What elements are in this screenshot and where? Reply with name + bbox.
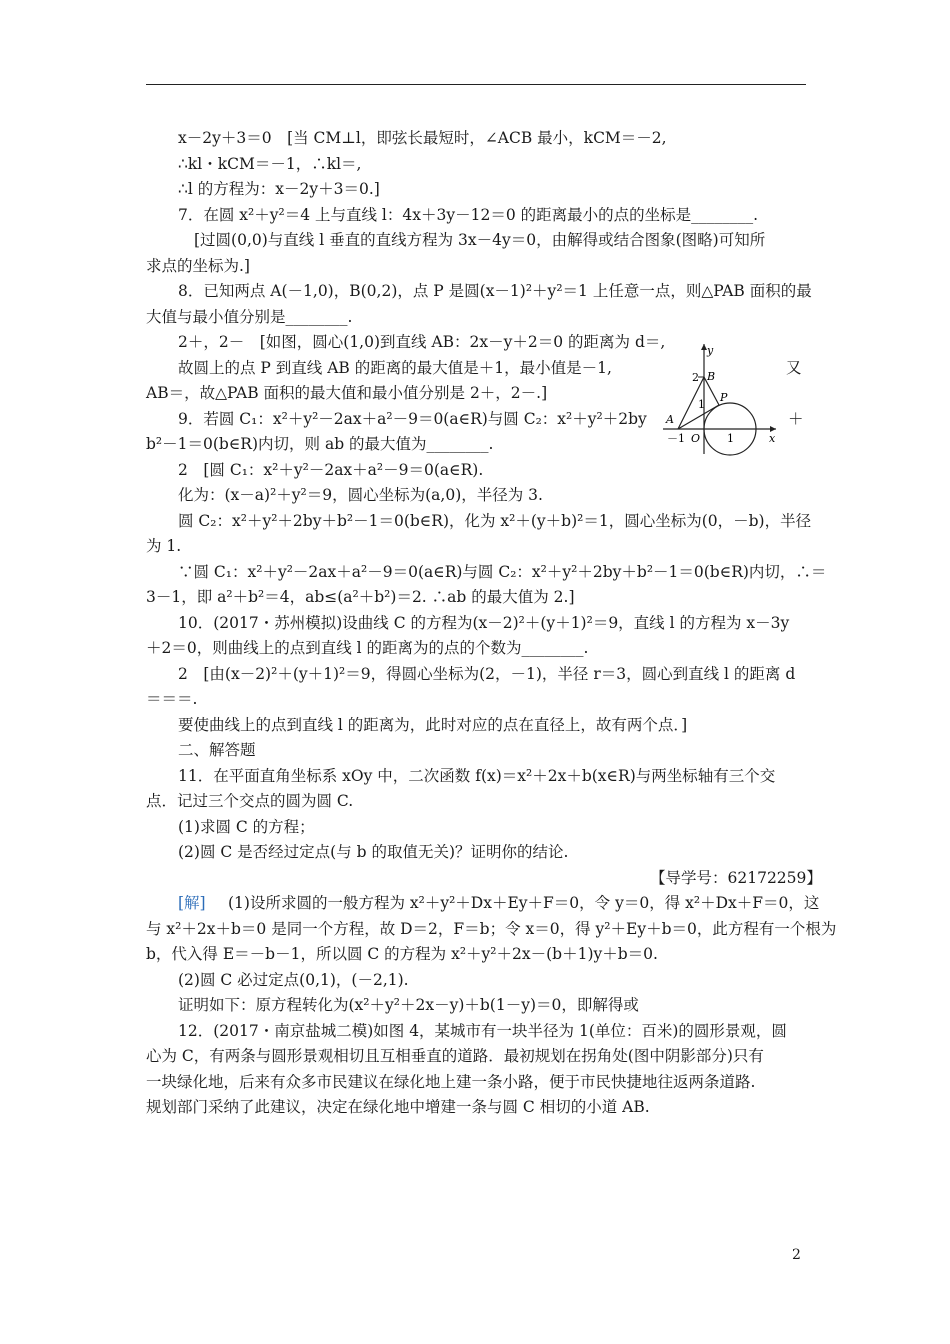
text-line: ∴kl・kCM＝－1，∴kl＝, [178,155,362,173]
text-line: b²－1＝0(b∈R)内切，则 ab 的最大值为________. [146,435,494,453]
label-1-y: 1 [698,398,705,411]
label-y: y [707,344,714,357]
answer-10: 2 [由(x－2)²＋(y＋1)²＝9，得圆心坐标为(2，－1)，半径 r＝3，圆心到直线 l 的距离 d [178,665,796,683]
text-line: ＋ [788,410,804,428]
text-line: 化为：(x－a)²＋y²＝9，圆心坐标为(a,0)，半径为 3. [178,486,543,504]
label-o: O [691,432,701,445]
geometry-figure [658,338,780,456]
question-10: 10．(2017・苏州模拟)设曲线 C 的方程为(x－2)²＋(y＋1)²＝9，直线 l 的方程为 x－3y [178,614,790,632]
label-1-x: 1 [727,432,734,445]
header-rule [146,84,806,85]
text-line: 故圆上的点 P 到直线 AB 的距离的最大值是＋1，最小值是－1, [178,359,612,377]
question-12: 12．(2017・南京盐城二模)如图 4，某城市有一块半径为 1(单位：百米)的圆形景观，圆 [178,1022,787,1040]
text-line: 心为 C，有两条与圆形景观相切且互相垂直的道路．最初规划在拐角处(图中阴影部分)只有 [146,1047,764,1065]
text-line: 点．记过三个交点的圆为圆 C. [146,792,354,810]
text-line: 一块绿化地，后来有众多市民建议在绿化地上建一条小路，便于市民快捷地往返两条道路. [146,1073,756,1091]
text-line: 证明如下：原方程转化为(x²＋y²＋2x－y)＋b(1－y)＝0，即解得或 [178,996,639,1014]
label-b: B [707,370,716,383]
text-line: 要使曲线上的点到直线 l 的距离为，此时对应的点在直径上，故有两个点．] [178,716,688,734]
answer-9: 2 [圆 C₁：x²＋y²－2ax＋a²－9＝0(a∈R). [178,461,484,479]
question-7: 7．在圆 x²＋y²＝4 上与直线 l：4x＋3y－12＝0 的距离最小的点的坐标是________. [178,206,759,224]
answer-8: 2＋，2－ [如图，圆心(1,0)到直线 AB：2x－y＋2＝0 的距离为 d＝, [178,333,666,351]
text-line: ＋2＝0，则曲线上的点到直线 l 的距离为的点的个数为________. [146,639,589,657]
label-x: x [769,432,776,445]
text-line: (2)圆 C 是否经过定点(与 b 的取值无关)？证明你的结论. [178,843,569,861]
label-p: P [720,391,728,404]
text-line: 求点的坐标为.] [146,257,250,275]
label-neg1: －1 [667,432,685,445]
text-line: b，代入得 E＝－b－1，所以圆 C 的方程为 x²＋y²＋2x－(b＋1)y＋b＝0. [146,945,658,963]
text-line: ∴l 的方程为：x－2y＋3＝0.] [178,180,380,198]
text-line: ∵圆 C₁：x²＋y²－2ax＋a²－9＝0(a∈R)与圆 C₂：x²＋y²＋2by＋b²－1＝0(b∈R)内切，∴＝ [178,563,827,581]
question-8: 8．已知两点 A(－1,0)，B(0,2)，点 P 是圆(x－1)²＋y²＝1 上任意一点，则△PAB 面积的最 [178,282,812,300]
guide-number: 【导学号：62172259】 [650,869,822,887]
label-a: A [666,413,674,426]
section-heading: 二、解答题 [178,741,256,759]
text-line: [过圆(0,0)与直线 l 垂直的直线方程为 3x－4y＝0，由解得或结合图象(图略)可知所 [194,231,766,249]
text-line: 为 1. [146,537,182,555]
text-line: (1)求圆 C 的方程； [178,818,315,836]
text-line: AB＝，故△PAB 面积的最大值和最小值分别是 2＋，2－.] [146,384,548,402]
text-line: 大值与最小值分别是________. [146,308,353,326]
text-line: (2)圆 C 必过定点(0,1)，(－2,1). [178,971,409,989]
text-line: ＝＝＝. [146,690,198,708]
page-number: 2 [792,1247,801,1263]
text-line: 又 [786,359,802,377]
text-line: 3－1，即 a²＋b²＝4，ab≤(a²＋b²)＝2. ∴ab 的最大值为 2.] [146,588,575,606]
text-line: 规划部门采纳了此建议，决定在绿化地中增建一条与圆 C 相切的小道 AB. [146,1098,650,1116]
text-line: x－2y＋3＝0 [当 CM⊥l，即弦长最短时，∠ACB 最小，kCM＝－2, [178,129,667,147]
text-line: (1)设所求圆的一般方程为 x²＋y²＋Dx＋Ey＋F＝0，令 y＝0，得 x²＋Dx＋F＝0，这 [228,894,820,912]
question-11: 11．在平面直角坐标系 xOy 中，二次函数 f(x)＝x²＋2x＋b(x∈R)与两坐标轴有三个交 [178,767,776,785]
question-9: 9．若圆 C₁：x²＋y²－2ax＋a²－9＝0(a∈R)与圆 C₂：x²＋y²＋2by [178,410,647,428]
text-line: 圆 C₂：x²＋y²＋2by＋b²－1＝0(b∈R)，化为 x²＋(y＋b)²＝1，圆心坐标为(0，－b)，半径 [178,512,812,530]
solution-label: [解] [178,894,206,912]
label-2: 2 [692,371,699,384]
text-line: 与 x²＋2x＋b＝0 是同一个方程，故 D＝2，F＝b；令 x＝0，得 y²＋Ey＋b＝0，此方程有一个根为 [146,920,837,938]
